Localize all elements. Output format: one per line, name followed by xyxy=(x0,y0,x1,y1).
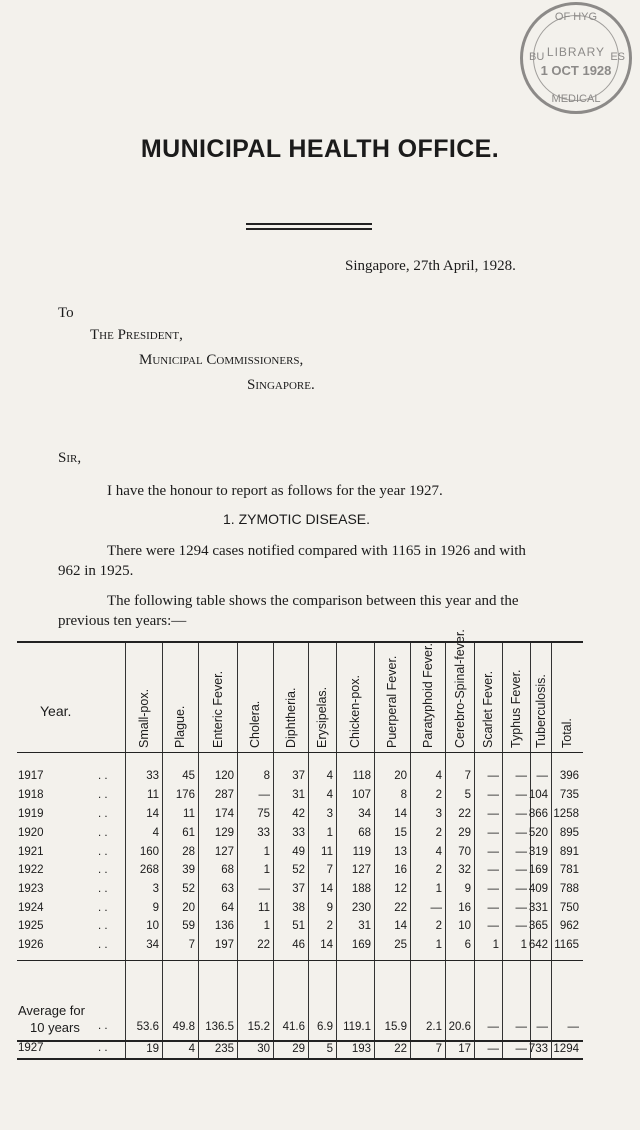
table-row-cell: 2 xyxy=(326,920,333,932)
table-row-cell: — xyxy=(258,883,270,895)
average-label-1: Average for xyxy=(18,1003,85,1018)
column-divider xyxy=(125,643,126,1058)
table-row-cell: 20 xyxy=(182,902,195,914)
year-label: 1922 xyxy=(18,864,44,876)
table-row-cell: 14 xyxy=(394,808,407,820)
current-row-cell: 29 xyxy=(292,1043,305,1055)
column-header: Typhus Fever. xyxy=(509,669,523,748)
column-header: Diphtheria. xyxy=(283,687,298,748)
table-row-cell: 129 xyxy=(214,827,234,839)
current-row-cell: — xyxy=(515,1043,527,1055)
table-row-cell: 104 xyxy=(528,789,548,801)
current-row-cell: 17 xyxy=(458,1043,471,1055)
year-header: Year. xyxy=(40,703,72,719)
table-row-cell: 520 xyxy=(528,827,548,839)
column-divider xyxy=(474,643,475,1058)
leader-dots: . . xyxy=(98,808,108,820)
table-row-cell: 6 xyxy=(464,939,471,951)
table-row-cell: 10 xyxy=(458,920,471,932)
table-row-cell: 14 xyxy=(320,883,333,895)
table-row-cell: 160 xyxy=(139,846,159,858)
average-row-cell: 41.6 xyxy=(282,1021,305,1033)
column-header: Scarlet Fever. xyxy=(481,670,495,748)
table-row-cell: 34 xyxy=(146,939,159,951)
table-row-cell: 14 xyxy=(394,920,407,932)
table-row-cell: 119 xyxy=(352,846,371,858)
table-row-cell: 1 xyxy=(435,883,442,895)
table-row-cell: 22 xyxy=(257,939,270,951)
current-row-cell: 193 xyxy=(351,1043,371,1055)
current-row-cell: 19 xyxy=(146,1043,159,1055)
leader-dots: . . xyxy=(98,902,108,914)
table-row-cell: 176 xyxy=(175,789,195,801)
table-row-cell: — xyxy=(515,883,527,895)
current-row-cell: 235 xyxy=(214,1043,234,1055)
header-rule xyxy=(17,752,583,753)
table-row-cell: 409 xyxy=(528,883,548,895)
current-row-cell: 4 xyxy=(188,1043,195,1055)
table-row-cell: 365 xyxy=(528,920,548,932)
table-row-cell: 11 xyxy=(183,808,195,820)
table-row-cell: 12 xyxy=(394,883,407,895)
table-row-cell: 9 xyxy=(326,902,333,914)
table-row-cell: 127 xyxy=(214,846,234,858)
table-row-cell: — xyxy=(487,770,499,782)
table-row-cell: 2 xyxy=(435,789,442,801)
table-row-cell: 38 xyxy=(292,902,305,914)
table-row-cell: 68 xyxy=(221,864,234,876)
table-row-cell: 14 xyxy=(320,939,333,951)
average-rule xyxy=(17,960,583,961)
year-label: 1924 xyxy=(18,902,44,914)
table-row-cell: — xyxy=(487,902,499,914)
table-row-cell: 7 xyxy=(464,770,471,782)
table-row-cell: 2 xyxy=(435,827,442,839)
table-row-cell: — xyxy=(487,827,499,839)
table-row-cell: 4 xyxy=(435,770,442,782)
table-row-cell: 3 xyxy=(435,808,442,820)
column-header: Plague. xyxy=(173,705,187,748)
table-row-cell: 16 xyxy=(458,902,471,914)
column-header: Total. xyxy=(559,718,574,748)
table-row-cell: 1 xyxy=(492,939,499,951)
table-row-cell: — xyxy=(515,827,527,839)
table-row-cell: 169 xyxy=(528,864,548,876)
column-divider xyxy=(308,643,309,1058)
table-row-cell: — xyxy=(487,846,499,858)
table-row-cell: 22 xyxy=(394,902,407,914)
table-row-cell: 1258 xyxy=(553,808,579,820)
table-row-cell: 46 xyxy=(292,939,305,951)
table-row-cell: 891 xyxy=(559,846,579,858)
average-row-cell: — xyxy=(515,1021,527,1033)
current-row-cell: 733 xyxy=(528,1043,548,1055)
stamp-line-2: LIBRARY xyxy=(546,45,606,59)
salutation: Sir, xyxy=(58,450,82,466)
leader-dots: . . xyxy=(98,939,108,951)
table-row-cell: 52 xyxy=(292,864,305,876)
table-row-cell: 1 xyxy=(263,864,270,876)
table-row-cell: — xyxy=(487,864,499,876)
table-row-cell: 2 xyxy=(435,864,442,876)
column-header: Puerperal Fever. xyxy=(385,655,399,748)
table-row-cell: 15 xyxy=(394,827,407,839)
table-row-cell: 45 xyxy=(182,770,195,782)
table-row-cell: 49 xyxy=(292,846,305,858)
table-row-cell: 11 xyxy=(147,789,159,801)
table-row-cell: — xyxy=(258,789,270,801)
stamp-line-1: OF HYG xyxy=(554,11,598,23)
table-row-cell: 188 xyxy=(351,883,371,895)
table-row-cell: 895 xyxy=(559,827,579,839)
stamp-line-3: 1 OCT 1928 xyxy=(540,63,612,78)
year-label: 1921 xyxy=(18,846,44,858)
table-row-cell: 268 xyxy=(139,864,159,876)
table-row-cell: 39 xyxy=(182,864,195,876)
table-row-cell: 31 xyxy=(292,789,305,801)
year-label: 1917 xyxy=(18,770,44,782)
table-row-cell: 1165 xyxy=(554,939,579,951)
table-row-cell: 32 xyxy=(458,864,471,876)
table-row-cell: — xyxy=(487,883,499,895)
column-divider xyxy=(374,643,375,1058)
table-row-cell: 396 xyxy=(559,770,579,782)
table-row-cell: 33 xyxy=(146,770,159,782)
table-row-cell: 118 xyxy=(352,770,371,782)
leader-dots: . . xyxy=(98,827,108,839)
average-row-cell: — xyxy=(567,1021,579,1033)
addressee-line-2: Municipal Commissioners, xyxy=(139,352,304,368)
current-row-cell: 7 xyxy=(435,1043,442,1055)
table-row-cell: — xyxy=(430,902,442,914)
table-row-cell: 642 xyxy=(528,939,548,951)
table-row-cell: 1 xyxy=(263,846,270,858)
average-row-cell: 49.8 xyxy=(172,1021,195,1033)
table-row-cell: 61 xyxy=(182,827,195,839)
table-row-cell: 3 xyxy=(152,883,159,895)
title-rule-top xyxy=(246,223,372,225)
leader-dots: . . xyxy=(98,770,108,782)
column-divider xyxy=(237,643,238,1058)
table-row-cell: 197 xyxy=(214,939,234,951)
average-row-cell: 53.6 xyxy=(136,1021,159,1033)
intro-text: I have the honour to report as follows for the year 1927. xyxy=(107,483,443,499)
table-row-cell: 781 xyxy=(559,864,579,876)
average-label-2: 10 years xyxy=(30,1020,80,1035)
table-row-cell: 37 xyxy=(292,770,305,782)
table-row-cell: 20 xyxy=(394,770,407,782)
table-row-cell: 287 xyxy=(214,789,234,801)
table-row-cell: 14 xyxy=(146,808,159,820)
column-header: Tuberculosis. xyxy=(533,674,548,748)
column-divider xyxy=(551,643,552,1058)
paragraph-table-intro: The following table shows the comparison between this year and the previous ten years:— xyxy=(58,593,519,629)
table-row-cell: 8 xyxy=(400,789,407,801)
leader-dots: . . xyxy=(98,883,108,895)
column-header: Erysipelas. xyxy=(315,686,329,748)
average-row-cell: 20.6 xyxy=(448,1021,471,1033)
stamp-line-4: MEDICAL xyxy=(551,93,601,105)
average-row-cell: 15.9 xyxy=(384,1021,407,1033)
table-row-cell: 107 xyxy=(351,789,371,801)
table-top-rule xyxy=(17,641,583,643)
column-header: Small-pox. xyxy=(136,688,151,748)
column-header: Chicken-pox. xyxy=(348,675,362,748)
leader-dots: . . xyxy=(98,864,108,876)
average-row-cell: 6.9 xyxy=(317,1021,333,1033)
column-divider xyxy=(336,643,337,1058)
average-row-cell: 136.5 xyxy=(205,1021,234,1033)
table-row-cell: 63 xyxy=(221,883,234,895)
year-label: 1925 xyxy=(18,920,44,932)
page-title: MUNICIPAL HEALTH OFFICE. xyxy=(140,135,500,163)
year-label: 1918 xyxy=(18,789,44,801)
table-row-cell: — xyxy=(515,808,527,820)
table-row-cell: 750 xyxy=(559,902,579,914)
table-row-cell: 70 xyxy=(458,846,471,858)
average-row-cell: — xyxy=(487,1021,499,1033)
table-row-cell: 29 xyxy=(458,827,471,839)
leader-dots: . . xyxy=(98,789,108,801)
year-label: 1927 xyxy=(18,1042,44,1054)
table-row-cell: 735 xyxy=(559,789,579,801)
table-row-cell: 7 xyxy=(188,939,195,951)
table-row-cell: 1 xyxy=(326,827,333,839)
table-row-cell: 4 xyxy=(326,770,333,782)
year-label: 1920 xyxy=(18,827,44,839)
table-row-cell: 127 xyxy=(351,864,371,876)
table-row-cell: 33 xyxy=(292,827,305,839)
column-header: Enteric Fever. xyxy=(210,670,225,748)
place-date: Singapore, 27th April, 1928. xyxy=(345,258,516,274)
addressee-line-1: The President, xyxy=(90,327,183,343)
year-label: 1923 xyxy=(18,883,44,895)
table-row-cell: — xyxy=(487,808,499,820)
to-label: To xyxy=(58,305,74,321)
table-row-cell: 25 xyxy=(394,939,407,951)
stamp-left-text: BU xyxy=(529,51,545,63)
average-row-cell: 15.2 xyxy=(247,1021,270,1033)
table-row-cell: 9 xyxy=(464,883,471,895)
table-row-cell: — xyxy=(515,789,527,801)
leader-dots: . . xyxy=(98,846,108,858)
table-row-cell: — xyxy=(487,920,499,932)
year-label: 1926 xyxy=(18,939,44,951)
table-row-cell: 31 xyxy=(358,920,371,932)
table-row-cell: 331 xyxy=(528,902,548,914)
table-row-cell: 75 xyxy=(257,808,270,820)
table-row-cell: 169 xyxy=(351,939,371,951)
table-row-cell: — xyxy=(536,770,548,782)
current-row-cell: 22 xyxy=(394,1043,407,1055)
section-heading: 1. ZYMOTIC DISEASE. xyxy=(223,511,371,527)
addressee-line-3: Singapore. xyxy=(247,377,315,393)
table-row-cell: 51 xyxy=(292,920,305,932)
average-row-cell: 119.1 xyxy=(343,1021,371,1033)
table-row-cell: — xyxy=(515,864,527,876)
table-row-cell: 319 xyxy=(528,846,548,858)
current-row-cell: 1294 xyxy=(553,1043,579,1055)
table-row-cell: 22 xyxy=(458,808,471,820)
table-row-cell: 52 xyxy=(182,883,195,895)
table-row-cell: — xyxy=(515,902,527,914)
table-row-cell: 5 xyxy=(464,789,471,801)
table-row-cell: 1 xyxy=(263,920,270,932)
table-bottom-rule xyxy=(17,1058,583,1060)
table-row-cell: 788 xyxy=(559,883,579,895)
paragraph-notified: There were 1294 cases notified compared with 1165 in 1926 and with 962 in 1925. xyxy=(58,543,526,579)
table-row-cell: — xyxy=(515,846,527,858)
table-row-cell: — xyxy=(515,920,527,932)
table-row-cell: 9 xyxy=(152,902,159,914)
column-divider xyxy=(502,643,503,1058)
table-row-cell: 16 xyxy=(394,864,407,876)
current-row-cell: 30 xyxy=(257,1043,270,1055)
stamp-right-text: ES xyxy=(610,51,625,63)
table-row-cell: 10 xyxy=(146,920,159,932)
table-row-cell: 174 xyxy=(214,808,234,820)
table-row-cell: 230 xyxy=(351,902,371,914)
current-row-cell: — xyxy=(487,1043,499,1055)
column-header: Cholera. xyxy=(248,700,262,748)
table-row-cell: 13 xyxy=(394,846,407,858)
table-row-cell: 8 xyxy=(263,770,270,782)
current-row-cell: 5 xyxy=(326,1043,333,1055)
table-row-cell: 866 xyxy=(528,808,548,820)
table-row-cell: 33 xyxy=(257,827,270,839)
column-header: Paratyphoid Fever. xyxy=(420,643,435,748)
table-row-cell: 4 xyxy=(435,846,442,858)
year-label: 1919 xyxy=(18,808,44,820)
table-row-cell: 2 xyxy=(435,920,442,932)
table-row-cell: 7 xyxy=(326,864,333,876)
table-row-cell: 11 xyxy=(321,846,333,858)
table-row-cell: 11 xyxy=(258,902,270,914)
leader-dots: . . xyxy=(98,1042,108,1054)
average-row-cell: 2.1 xyxy=(426,1021,442,1033)
table-row-cell: 42 xyxy=(292,808,305,820)
column-divider xyxy=(445,643,446,1058)
column-divider xyxy=(410,643,411,1058)
table-row-cell: 4 xyxy=(152,827,159,839)
table-row-cell: 4 xyxy=(326,789,333,801)
table-row-cell: 136 xyxy=(214,920,234,932)
table-row-cell: — xyxy=(515,770,527,782)
table-row-cell: — xyxy=(487,789,499,801)
table-row-cell: 68 xyxy=(358,827,371,839)
column-header: Cerebro-Spinal-fever. xyxy=(452,629,467,748)
table-row-cell: 3 xyxy=(326,808,333,820)
column-divider xyxy=(273,643,274,1058)
table-row-cell: 28 xyxy=(182,846,195,858)
column-divider xyxy=(162,643,163,1058)
table-row-cell: 120 xyxy=(214,770,234,782)
column-divider xyxy=(198,643,199,1058)
table-row-cell: 962 xyxy=(559,920,579,932)
average-row-cell: — xyxy=(536,1021,548,1033)
leader-dots: . . xyxy=(98,1020,108,1032)
table-row-cell: 59 xyxy=(182,920,195,932)
title-rule-bottom xyxy=(246,228,372,230)
table-row-cell: 34 xyxy=(358,808,371,820)
table-row-cell: 64 xyxy=(221,902,234,914)
leader-dots: . . xyxy=(98,920,108,932)
table-row-cell: 1 xyxy=(520,939,527,951)
library-stamp xyxy=(520,2,632,114)
table-row-cell: 37 xyxy=(292,883,305,895)
table-row-cell: 1 xyxy=(435,939,442,951)
